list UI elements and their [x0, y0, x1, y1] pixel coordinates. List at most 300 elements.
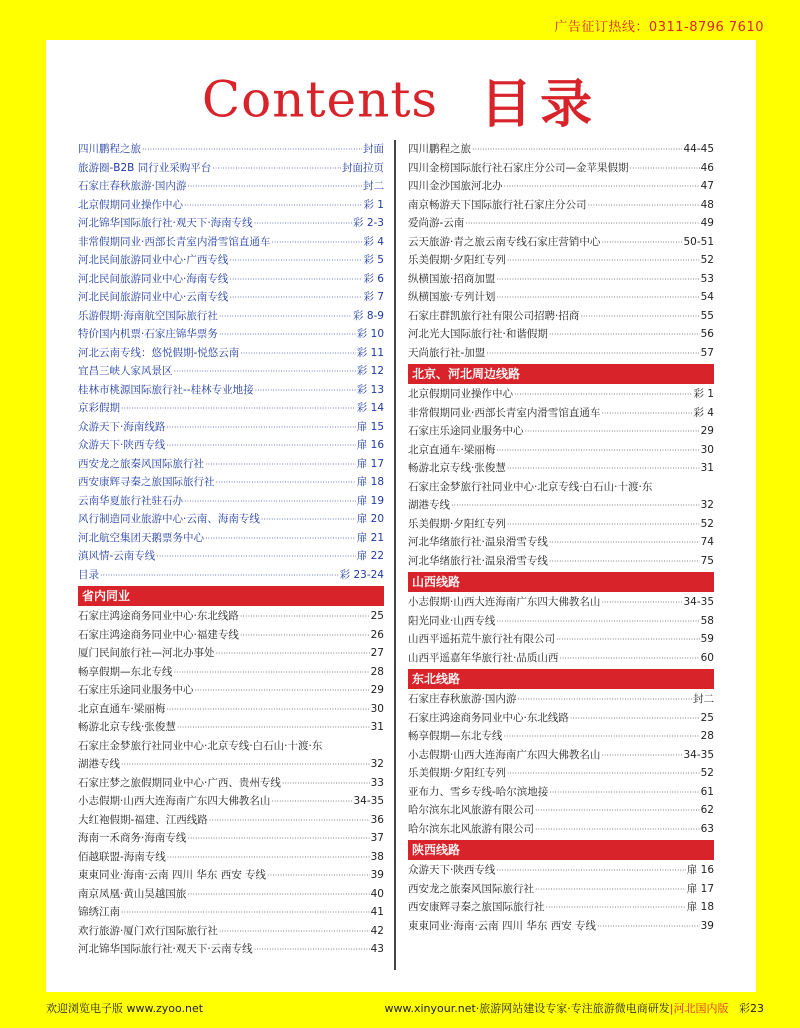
entry-title: 纵横国旅·招商加盟: [408, 272, 496, 285]
toc-entry[interactable]: [408, 441, 714, 460]
dot-leader: [507, 251, 700, 271]
entry-title: 石家庄群凯旅行社有限公司招聘·招商: [408, 309, 580, 322]
entry-page: 34-35: [353, 795, 384, 807]
toc-entry[interactable]: [78, 792, 384, 811]
toc-entry[interactable]: [408, 214, 714, 233]
entry-title: 特价国内机票·石家庄锦华票务: [78, 328, 218, 340]
toc-entry[interactable]: [408, 159, 714, 178]
entry-page: 32: [370, 758, 384, 770]
toc-entry[interactable]: [78, 644, 384, 663]
entry-title: 河北云南专线：悠悦假期-悦悠云南: [78, 346, 240, 359]
entry-page: 59: [700, 633, 714, 645]
entry-page: 彩 13: [356, 383, 384, 396]
beijing-list: [408, 385, 714, 570]
entry-title: 石家庄春秋旅游·国内游: [78, 180, 187, 192]
dot-leader: [271, 233, 362, 253]
entry-page: 32: [700, 499, 714, 511]
toc-entry[interactable]: [408, 746, 714, 765]
toc-entry[interactable]: [78, 663, 384, 682]
toc-entry[interactable]: [78, 903, 384, 922]
dot-leader: [240, 626, 370, 646]
entry-page: 彩 8-9: [353, 309, 384, 322]
toc-entry[interactable]: [408, 533, 714, 552]
toc-entry[interactable]: [78, 510, 384, 529]
entry-page: 彩 5: [363, 254, 384, 266]
dot-leader: [219, 922, 370, 942]
toc-entry[interactable]: [408, 233, 714, 252]
entry-page: 74: [700, 536, 714, 548]
dot-leader: [121, 755, 370, 775]
entry-page: 39: [370, 869, 384, 881]
dot-leader: [496, 612, 699, 632]
entry-page: 封面: [363, 143, 384, 155]
entry-title: 哈尔滨东北风旅游有限公司: [408, 822, 534, 835]
footer-page-number: 彩23: [739, 1002, 764, 1015]
section-beijing: 北京、河北周边线路: [408, 364, 714, 384]
right-column: [408, 140, 714, 935]
entry-title: 滇风情-云南专线: [78, 550, 156, 562]
dot-leader: [219, 307, 352, 327]
entry-page: 扉 16: [686, 864, 714, 876]
entry-title: 乐美假期·夕阳红专列: [408, 767, 506, 779]
dot-leader: [187, 885, 369, 905]
toc-entry[interactable]: [408, 196, 714, 215]
entry-title: 北京假期同业操作中心: [408, 388, 513, 400]
entry-title: 乐美假期·夕阳红专列: [408, 517, 506, 530]
dot-leader: [597, 917, 700, 937]
dot-leader: [254, 214, 352, 234]
footer-slogan[interactable]: www.xinyour.net·旅游网站建设专家·专注旅游微电商研发: [384, 1002, 670, 1015]
entry-title: 石家庄乐途同业服务中心: [408, 425, 524, 437]
toc-entry[interactable]: [408, 552, 714, 571]
entry-page: 48: [700, 198, 714, 211]
dot-leader: [580, 307, 699, 327]
entry-page: 31: [370, 721, 384, 733]
entry-title: 锦绣江南: [78, 906, 120, 918]
entry-page: 封二: [363, 180, 384, 192]
toc-entry[interactable]: [78, 307, 384, 326]
toc-entry[interactable]: [408, 593, 714, 612]
entry-title: 京彩假期: [78, 402, 120, 414]
entry-page: 28: [370, 665, 384, 678]
dot-leader: [514, 385, 692, 405]
toc-entry[interactable]: [408, 385, 714, 404]
page-title: [46, 62, 756, 137]
entry-page: 30: [370, 702, 384, 715]
entry-title: 河北锦华国际旅行社·观天下·海南专线: [78, 217, 253, 229]
toc-entry[interactable]: [408, 478, 714, 497]
entry-page: 扉 21: [356, 531, 384, 544]
entry-page: 54: [700, 291, 714, 303]
toc-entry[interactable]: [408, 764, 714, 783]
dot-leader: [156, 547, 356, 567]
dot-leader: [549, 783, 699, 803]
shanxi-list: [408, 593, 714, 667]
toc-entry[interactable]: [78, 473, 384, 492]
dot-leader: [187, 829, 369, 849]
entry-title: 西安龙之旅秦风国际旅行社: [78, 457, 204, 470]
entry-title: 小志假期·山西大连海南广东四大佛教名山: [78, 795, 271, 807]
dot-leader: [451, 496, 700, 516]
entry-title: 欢行旅游·厦门欢行国际旅行社: [78, 924, 218, 937]
entry-title: 四川鹏程之旅: [408, 143, 471, 155]
toc-entry[interactable]: [78, 418, 384, 437]
dot-leader: [535, 801, 700, 821]
entry-page: 46: [700, 161, 714, 174]
dot-leader: [535, 820, 700, 840]
dot-leader: [121, 903, 370, 923]
toc-entry[interactable]: [408, 727, 714, 746]
toc-entry[interactable]: [78, 492, 384, 511]
entry-title: 北京假期同业操作中心: [78, 198, 183, 211]
toc-entry[interactable]: [78, 399, 384, 418]
toc-entry[interactable]: [78, 362, 384, 381]
entry-title: 乐美假期·夕阳红专列: [408, 254, 506, 266]
entry-page: 39: [700, 919, 714, 932]
dot-leader: [465, 214, 699, 234]
toc-entry[interactable]: [408, 861, 714, 880]
entry-page: 43: [370, 943, 384, 955]
entry-page: 彩 11: [356, 346, 384, 359]
entry-title: 四川金沙国旅河北办: [408, 180, 503, 192]
entry-title: 四川金榜国际旅行社石家庄分公司—金苹果假期: [408, 161, 629, 174]
dot-leader: [216, 644, 370, 664]
entry-page: 75: [700, 554, 714, 567]
entry-title: 石家庄乐途同业服务中心: [78, 684, 194, 696]
dot-leader: [195, 681, 370, 701]
dot-leader: [212, 159, 341, 179]
entry-page: 30: [700, 443, 714, 456]
sichuan-list: [408, 140, 714, 362]
toc-entry[interactable]: [78, 737, 384, 756]
toc-entry[interactable]: [408, 783, 714, 802]
left-column: [78, 140, 384, 959]
toc-entry[interactable]: [78, 344, 384, 363]
entry-title: 云南华夏旅行社驻石办: [78, 494, 183, 507]
toc-entry[interactable]: [78, 270, 384, 289]
toc-entry[interactable]: [408, 612, 714, 631]
entry-page: 36: [370, 813, 384, 826]
entry-page: 47: [700, 180, 714, 192]
dot-leader: [205, 529, 356, 549]
entry-title: 畅享假期—东北专线: [408, 730, 503, 742]
entry-title: 北京直通车·梁丽梅: [408, 443, 496, 456]
entry-title: 众游天下·陕西专线: [408, 864, 496, 876]
toc-entry[interactable]: [78, 159, 384, 178]
dot-leader: [601, 233, 682, 253]
dot-leader: [630, 159, 700, 179]
dot-leader: [504, 177, 700, 197]
entry-title: 西安康辉寻秦之旅国际旅行社: [408, 901, 545, 913]
dot-leader: [549, 325, 700, 345]
toc-entry[interactable]: [78, 848, 384, 867]
toc-entry[interactable]: [78, 718, 384, 737]
entry-page: 53: [700, 272, 714, 285]
entry-title: 南京畅游天下国际旅行社石家庄分公司: [408, 198, 587, 211]
dot-leader: [254, 940, 370, 960]
toc-entry[interactable]: [408, 496, 714, 515]
dot-leader: [240, 344, 356, 364]
entry-page: 55: [700, 309, 714, 322]
toc-entry[interactable]: [408, 880, 714, 899]
toc-entry[interactable]: [78, 381, 384, 400]
dot-leader: [187, 177, 362, 197]
entry-page: 41: [370, 906, 384, 918]
toc-entry[interactable]: [78, 566, 384, 585]
entry-page: 37: [370, 832, 384, 844]
entry-title: 桂林市桃源国际旅行社--桂林专业地接: [78, 383, 254, 396]
dot-leader: [588, 196, 700, 216]
entry-title: 海南一禾商务·海南专线: [78, 832, 187, 844]
dot-leader: [255, 381, 356, 401]
section-shaanxi: 陕西线路: [408, 840, 714, 860]
entry-page: 34-35: [683, 748, 714, 761]
entry-title: 河北锦华国际旅行社·观天下·云南专线: [78, 943, 253, 955]
entry-page: 56: [700, 328, 714, 340]
toc-entry[interactable]: [78, 774, 384, 793]
entry-title: 石家庄金梦旅行社同业中心·北京专线·白石山·十渡·东: [408, 480, 653, 493]
entry-title: 阳光同业·山西专线: [408, 614, 496, 627]
dot-leader: [229, 251, 362, 271]
toc-entry[interactable]: [78, 196, 384, 215]
toc-entry[interactable]: [78, 811, 384, 830]
dot-leader: [601, 746, 682, 766]
toc-entry[interactable]: [408, 515, 714, 534]
footer-edition: |河北国内版: [669, 1002, 729, 1015]
dot-leader: [205, 455, 356, 475]
entry-page: 封面拉页: [342, 161, 384, 174]
dot-leader: [229, 288, 362, 308]
toc-entry[interactable]: [408, 325, 714, 344]
dot-leader: [282, 774, 370, 794]
entry-title: 河北华绪旅行社·温泉滑雪专线: [408, 536, 548, 548]
entry-page: 50-51: [683, 235, 714, 248]
dot-leader: [496, 270, 699, 290]
entry-page: 彩 12: [356, 365, 384, 377]
entry-title: 爱尚游-云南: [408, 217, 465, 229]
dot-leader: [219, 325, 356, 345]
entry-page: 49: [700, 217, 714, 229]
ad-hotline: 广告征订热线：0311-8796 7610: [554, 20, 764, 35]
toc-entry[interactable]: [78, 626, 384, 645]
dot-leader: [267, 866, 370, 886]
dot-leader: [166, 436, 355, 456]
entry-page: 彩 23-24: [339, 568, 384, 581]
toc-entry[interactable]: [78, 140, 384, 159]
entry-title: 山西平遥拓荒牛旅行社有限公司: [408, 633, 555, 645]
column-divider: [394, 140, 396, 970]
footer-website[interactable]: 欢迎浏览电子版 www.zyoo.net: [46, 1002, 204, 1015]
dot-leader: [535, 880, 686, 900]
entry-title: 石家庄梦之旅假期同业中心·广西、贵州专线: [78, 776, 281, 789]
toc-entry[interactable]: [78, 233, 384, 252]
toc-entry[interactable]: [408, 307, 714, 326]
entry-title: 東東同业·海南·云南 四川 华东 西安 专线: [78, 869, 267, 881]
dot-leader: [559, 649, 699, 669]
entry-title: 佰越联盟-海南专线: [78, 850, 166, 863]
toc-entry[interactable]: [78, 866, 384, 885]
toc-entry[interactable]: [78, 214, 384, 233]
entry-title: 亚布力、雪乡专线-哈尔滨地接: [408, 785, 549, 798]
entry-title: 天尚旅行社-加盟: [408, 346, 486, 359]
toc-entry[interactable]: [78, 922, 384, 941]
toc-entry[interactable]: [408, 140, 714, 159]
entry-page: 彩 6: [363, 272, 384, 285]
toc-entry[interactable]: [78, 177, 384, 196]
toc-entry[interactable]: [78, 455, 384, 474]
entry-page: 44-45: [683, 143, 714, 155]
toc-entry[interactable]: [78, 829, 384, 848]
entry-title: 小志假期·山西大连海南广东四大佛教名山: [408, 596, 601, 608]
entry-title: 众游天下·海南线路: [78, 420, 166, 433]
toc-entry[interactable]: [78, 288, 384, 307]
dot-leader: [525, 422, 700, 442]
toc-entry[interactable]: [78, 436, 384, 455]
entry-title: 石家庄鸿途商务同业中心·东北线路: [78, 610, 239, 622]
toc-entry[interactable]: [408, 251, 714, 270]
toc-entry[interactable]: [408, 801, 714, 820]
entry-title: 乐游假期·海南航空国际旅行社: [78, 309, 218, 322]
entry-page: 52: [700, 767, 714, 779]
toc-entry[interactable]: [78, 325, 384, 344]
entry-title: 小志假期·山西大连海南广东四大佛教名山: [408, 748, 601, 761]
dot-leader: [142, 140, 362, 160]
entry-page: 25: [370, 610, 384, 622]
section-province: 省内同业: [78, 586, 384, 606]
toc-entry[interactable]: [78, 681, 384, 700]
entry-page: 扉 19: [356, 494, 384, 507]
entry-title: 河北华绪旅行社·温泉滑雪专线: [408, 554, 548, 567]
toc-entry[interactable]: [78, 547, 384, 566]
entry-page: 61: [700, 785, 714, 798]
dot-leader: [507, 459, 700, 479]
entry-page: 60: [700, 651, 714, 664]
entry-title: 纵横国旅·专列计划: [408, 291, 496, 303]
toc-entry[interactable]: [408, 820, 714, 839]
entry-page: 扉 15: [356, 420, 384, 433]
dot-leader: [472, 140, 682, 160]
toc-entry[interactable]: [78, 940, 384, 959]
entry-page: 扉 17: [356, 457, 384, 470]
entry-title: 旅游圈-B2B 同行业采购平台: [78, 161, 212, 174]
entry-title: 西安龙之旅秦风国际旅行社: [408, 882, 534, 895]
entry-page: 彩 2-3: [353, 217, 384, 229]
entry-page: 63: [700, 822, 714, 835]
entry-title: 石家庄鸿途商务同业中心·福建专线: [78, 628, 239, 641]
entry-title: 畅享假期—东北专线: [78, 665, 173, 678]
toc-entry[interactable]: [408, 422, 714, 441]
toc-entry[interactable]: [408, 344, 714, 363]
dot-leader: [229, 270, 362, 290]
province-list: [78, 607, 384, 959]
dot-leader: [167, 848, 370, 868]
entry-title: 石家庄金梦旅行社同业中心·北京专线·白石山·十渡·东: [78, 739, 323, 752]
entry-page: 52: [700, 254, 714, 266]
dot-leader: [174, 663, 370, 683]
entry-title: 山西平遥嘉年华旅行社·品质山西: [408, 651, 559, 664]
shaanxi-list: [408, 861, 714, 935]
entry-title: 畅游北京专线·张俊慧: [408, 462, 506, 474]
dot-leader: [166, 700, 369, 720]
toc-entry[interactable]: [78, 755, 384, 774]
contents-panel: [46, 40, 756, 992]
toc-entry[interactable]: [408, 630, 714, 649]
toc-entry[interactable]: [408, 690, 714, 709]
toc-entry[interactable]: [78, 700, 384, 719]
entry-page: 34-35: [683, 596, 714, 608]
toc-entry[interactable]: [78, 607, 384, 626]
entry-title: 目录: [78, 568, 99, 581]
dot-leader: [166, 418, 355, 438]
entry-page: 52: [700, 517, 714, 530]
dot-leader: [271, 792, 352, 812]
dot-leader: [507, 515, 700, 535]
entry-page: 彩 1: [363, 198, 384, 211]
toc-entry[interactable]: [408, 649, 714, 668]
section-shanxi: 山西线路: [408, 572, 714, 592]
entry-title: 河北民间旅游同业中心·云南专线: [78, 291, 229, 303]
entry-title: 宜昌三峡人家风景区: [78, 365, 173, 377]
entry-title: 风行制造同业旅游中心·云南、海南专线: [78, 513, 260, 525]
toc-entry[interactable]: [78, 529, 384, 548]
entry-title: 西安康辉寻秦之旅国际旅行社: [78, 476, 215, 488]
toc-entry[interactable]: [78, 251, 384, 270]
toc-entry[interactable]: [408, 270, 714, 289]
dot-leader: [507, 764, 700, 784]
dot-leader: [549, 552, 700, 572]
entry-page: 42: [370, 924, 384, 937]
toc-entry[interactable]: [408, 917, 714, 936]
entry-page: 彩 10: [356, 328, 384, 340]
entry-title: 非常假期同业·西部长青室内滑雪馆直通车: [408, 406, 601, 419]
section-dongbei: 东北线路: [408, 669, 714, 689]
entry-page: 扉 17: [686, 882, 714, 895]
dot-leader: [570, 709, 700, 729]
entry-title: 哈尔滨东北风旅游有限公司: [408, 804, 534, 816]
toc-entry[interactable]: [408, 898, 714, 917]
entry-page: 彩 7: [363, 291, 384, 303]
featured-list: [78, 140, 384, 584]
entry-page: 扉 22: [356, 550, 384, 562]
toc-entry[interactable]: [408, 288, 714, 307]
dot-leader: [184, 196, 362, 216]
toc-entry[interactable]: [408, 709, 714, 728]
toc-entry[interactable]: [408, 177, 714, 196]
entry-title: 众游天下·陕西专线: [78, 439, 166, 451]
entry-title: 北京直通车·梁丽梅: [78, 702, 166, 715]
entry-title: 河北光大国际旅行社·和谐假期: [408, 328, 548, 340]
dongbei-list: [408, 690, 714, 838]
title-english: Contents: [201, 70, 439, 129]
entry-title: 非常假期同业·西部长青室内滑雪馆直通车: [78, 235, 271, 248]
entry-page: 31: [700, 462, 714, 474]
dot-leader: [496, 441, 699, 461]
toc-entry[interactable]: [408, 459, 714, 478]
toc-entry[interactable]: [78, 885, 384, 904]
dot-leader: [177, 718, 370, 738]
dot-leader: [209, 811, 370, 831]
dot-leader: [601, 593, 682, 613]
entry-page: 27: [370, 647, 384, 659]
dot-leader: [504, 727, 700, 747]
entry-title: 湖港专线: [408, 499, 450, 511]
entry-title: 石家庄鸿途商务同业中心·东北线路: [408, 711, 569, 724]
entry-page: 封二: [693, 693, 714, 705]
entry-page: 扉 18: [686, 901, 714, 913]
dot-leader: [216, 473, 356, 493]
title-chinese: 目录: [480, 75, 601, 135]
toc-entry[interactable]: [408, 404, 714, 423]
